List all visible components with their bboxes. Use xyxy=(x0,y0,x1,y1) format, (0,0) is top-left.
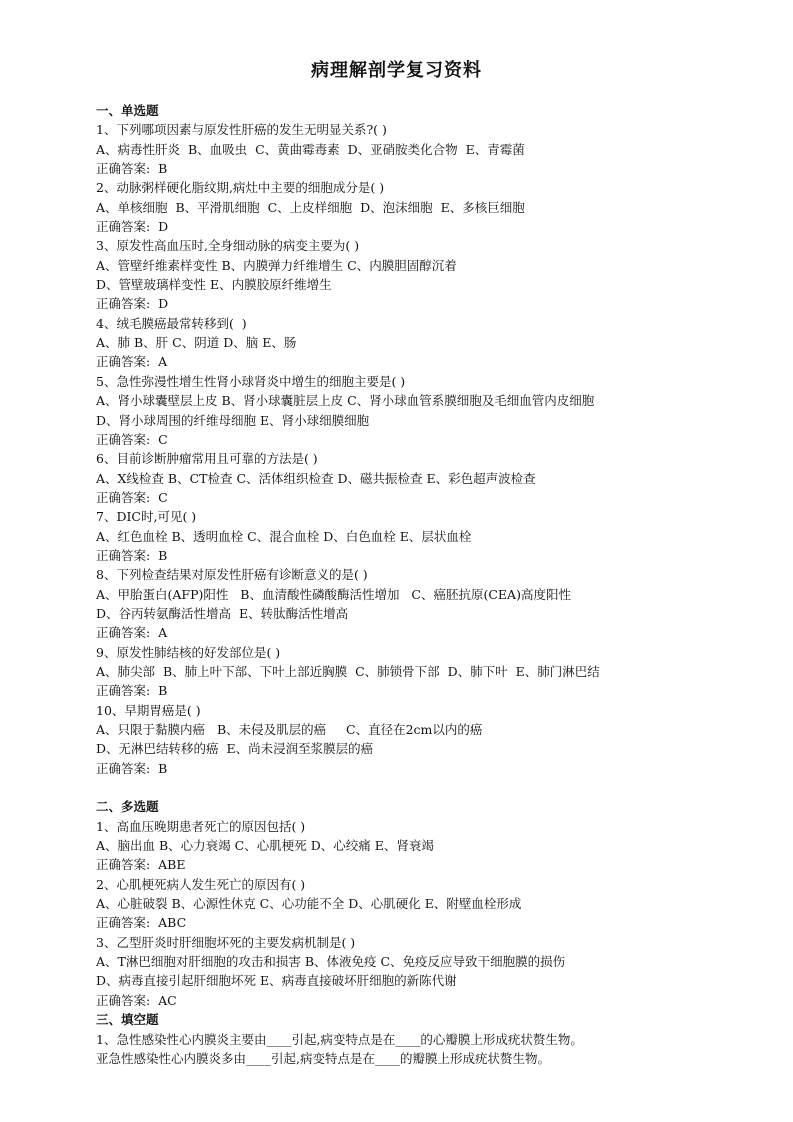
question-text: 10、早期胃癌是( ) xyxy=(96,702,201,718)
question-options: D、肾小球周围的纤维母细胞 E、肾小球细膜细胞 xyxy=(96,412,370,428)
question-answer: 正确答案: A xyxy=(96,354,168,370)
question-options: A、甲胎蛋白(AFP)阳性 B、血清酸性磷酸酶活性增加 C、癌胚抗原(CEA)高度阳性 xyxy=(96,586,571,602)
question-options: A、红色血栓 B、透明血栓 C、混合血栓 D、白色血栓 E、层状血栓 xyxy=(96,528,472,544)
question-text: 1、高血压晚期患者死亡的原因包括( ) xyxy=(96,818,306,834)
question-block xyxy=(96,933,736,1010)
fill-blank-line: 1、急性感染性心内膜炎主要由____引起,病变特点是在____的心瓣膜上形成疣状赘生物。 xyxy=(96,1031,583,1047)
question-block xyxy=(96,314,736,372)
question-text: 6、目前诊断肿瘤常用且可靠的方法是( ) xyxy=(96,451,318,467)
question-text: 9、原发性肺结核的好发部位是( ) xyxy=(96,644,281,660)
question-block xyxy=(96,178,736,236)
section-spacer xyxy=(96,778,736,797)
question-answer: 正确答案: B xyxy=(96,683,168,699)
question-block xyxy=(96,643,736,701)
question-block xyxy=(96,817,736,875)
question-block xyxy=(96,120,736,178)
question-text: 4、绒毛膜癌最常转移到( ) xyxy=(96,315,247,331)
question-text: 2、动脉粥样硬化脂纹期,病灶中主要的细胞成分是( ) xyxy=(96,180,385,196)
question-options: D、谷丙转氨酶活性增高 E、转肽酶活性增高 xyxy=(96,605,349,621)
section-heading-single: 一、单选题 xyxy=(96,103,159,118)
question-answer: 正确答案: ABC xyxy=(96,915,187,931)
question-options: A、病毒性肝炎 B、血吸虫 C、黄曲霉毒素 D、亚硝胺类化合物 E、青霉菌 xyxy=(96,141,525,157)
question-options: A、心脏破裂 B、心源性休克 C、心功能不全 D、心肌硬化 E、附壁血栓形成 xyxy=(96,896,522,912)
section-heading-fill: 三、填空题 xyxy=(96,1012,159,1028)
question-text: 1、下列哪项因素与原发性肝癌的发生无明显关系?( ) xyxy=(96,122,387,138)
question-answer: 正确答案: A xyxy=(96,625,168,641)
question-answer: 正确答案: ABE xyxy=(96,857,186,873)
question-options: A、只限于黏膜内癌 B、未侵及肌层的癌 C、直径在2cm以内的癌 xyxy=(96,722,483,737)
question-options: A、肾小球囊壁层上皮 B、肾小球囊脏层上皮 C、肾小球血管系膜细胞及毛细血管内皮细胞 xyxy=(96,393,595,409)
question-options: A、X线检查 B、CT检查 C、活体组织检查 D、磁共振检查 E、彩色超声波检查 xyxy=(96,470,536,486)
question-options: D、病毒直接引起肝细胞坏死 E、病毒直接破坏肝细胞的新陈代谢 xyxy=(96,973,457,989)
question-text: 7、DIC时,可见( ) xyxy=(96,509,197,525)
question-options: D、无淋巴结转移的癌 E、尚未浸润至浆膜层的癌 xyxy=(96,741,374,757)
question-answer: 正确答案: D xyxy=(96,296,169,312)
question-block xyxy=(96,875,736,933)
question-answer: 正确答案: D xyxy=(96,219,169,235)
question-block xyxy=(96,701,736,778)
question-answer: 正确答案: AC xyxy=(96,992,177,1008)
question-text: 3、原发性高血压时,全身细动脉的病变主要为( ) xyxy=(96,238,360,254)
question-answer: 正确答案: B xyxy=(96,547,168,563)
question-block xyxy=(96,372,736,449)
question-options: D、管壁玻璃样变性 E、内膜胶原纤维增生 xyxy=(96,277,332,293)
document-content xyxy=(96,101,736,1068)
section-heading-multi: 二、多选题 xyxy=(96,799,159,815)
question-options: A、单核细胞 B、平滑肌细胞 C、上皮样细胞 D、泡沫细胞 E、多核巨细胞 xyxy=(96,199,525,215)
question-options: A、肺尖部 B、肺上叶下部、下叶上部近胸膜 C、肺锁骨下部 D、肺下叶 E、肺门淋巴结 xyxy=(96,663,600,679)
question-options: A、管壁纤维素样变性 B、内膜弹力纤维增生 C、内膜胆固醇沉着 xyxy=(96,257,457,273)
question-options: A、T淋巴细胞对肝细胞的攻击和损害 B、体液免疫 C、免疫反应导致干细胞膜的损伤 xyxy=(96,954,566,970)
question-answer: 正确答案: B xyxy=(96,760,168,776)
fill-blank-line: 亚急性感染性心内膜炎多由____引起,病变特点是在____的瓣膜上形成疣状赘生物。 xyxy=(96,1050,550,1066)
question-answer: 正确答案: B xyxy=(96,161,168,177)
question-block xyxy=(96,565,736,642)
question-block xyxy=(96,507,736,565)
question-answer: 正确答案: C xyxy=(96,489,168,505)
question-text: 3、乙型肝炎时肝细胞坏死的主要发病机制是( ) xyxy=(96,934,356,950)
question-text: 2、心肌梗死病人发生死亡的原因有( ) xyxy=(96,876,306,892)
question-block xyxy=(96,236,736,313)
question-options: A、脑出血 B、心力衰竭 C、心肌梗死 D、心绞痛 E、肾衰竭 xyxy=(96,838,434,854)
question-text: 8、下列检查结果对原发性肝癌有诊断意义的是( ) xyxy=(96,567,368,583)
question-block xyxy=(96,449,736,507)
question-text: 5、急性弥漫性增生性肾小球肾炎中增生的细胞主要是( ) xyxy=(96,373,406,389)
page-title: 病理解剖学复习资料 xyxy=(311,60,482,81)
question-answer: 正确答案: C xyxy=(96,431,168,447)
question-options: A、肺 B、肝 C、阴道 D、脑 E、肠 xyxy=(96,335,297,351)
